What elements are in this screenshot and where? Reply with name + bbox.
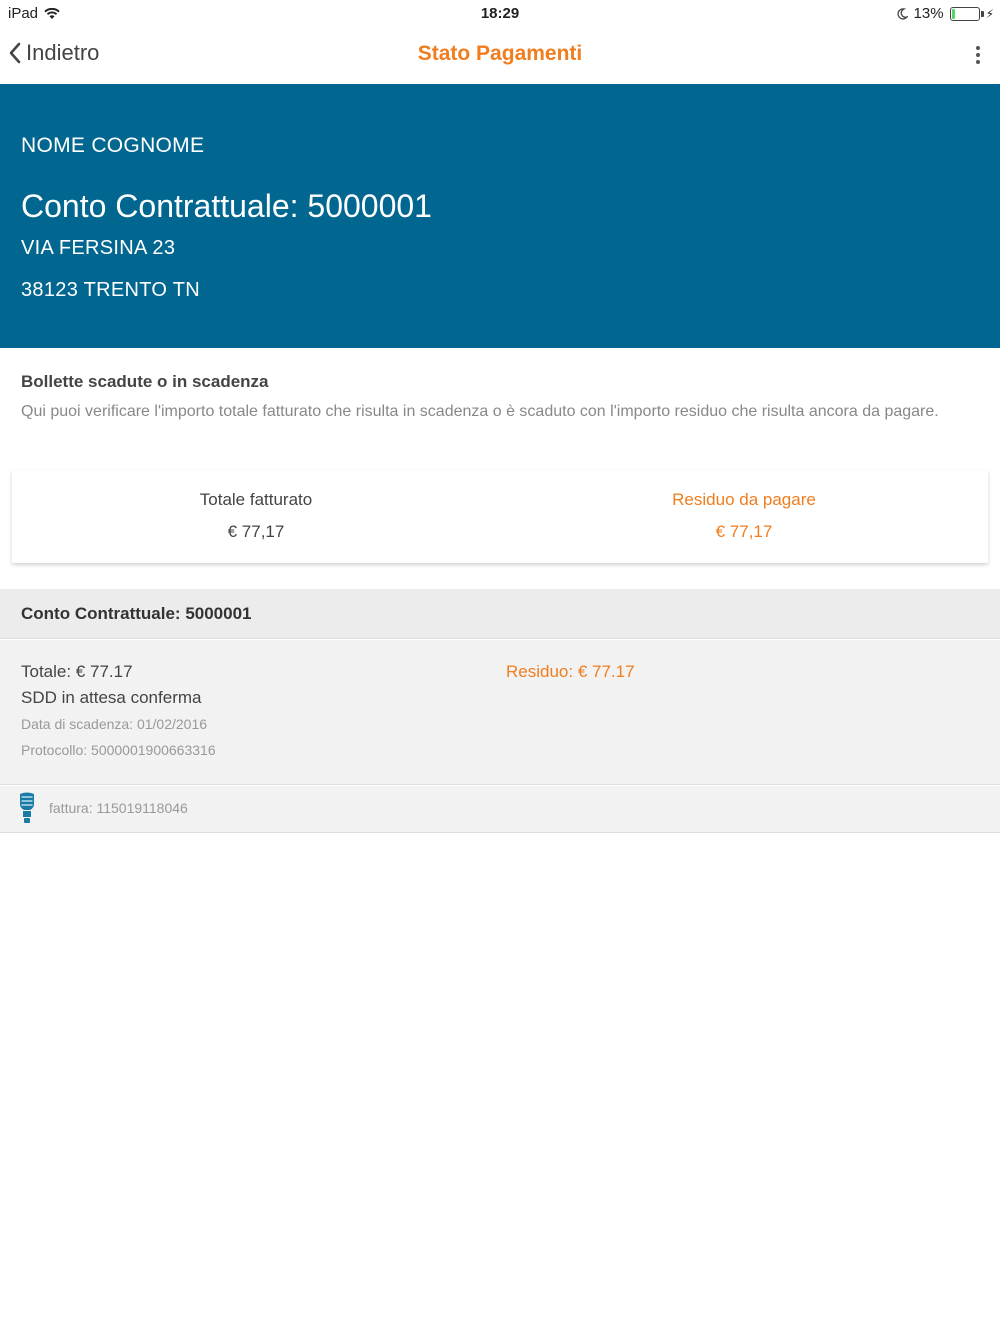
back-label: Indietro — [26, 40, 100, 65]
charging-icon: ⚡ — [985, 6, 994, 21]
invoice-number: fattura: 115019118046 — [49, 800, 188, 816]
section-description: Qui puoi verificare l'importo totale fatturato che risulta in scadenza o è scaduto con l'importo residuo che risulta ancora da pagare. — [21, 403, 939, 420]
account-section-header — [0, 589, 1000, 639]
invoice-total: Totale: € 77.17 — [21, 662, 133, 681]
dot-icon — [976, 46, 980, 50]
residual-value: € 77,17 — [715, 522, 773, 541]
dot-icon — [976, 53, 980, 57]
invoice-item[interactable] — [0, 640, 1000, 785]
battery-percent: 13% — [913, 5, 944, 22]
holder-name: NOME COGNOME — [21, 134, 205, 157]
nav-bar — [0, 28, 1000, 84]
residual-to-pay — [500, 490, 988, 542]
device-name: iPad — [8, 5, 39, 22]
total-billed-label: Totale fatturato — [199, 490, 313, 509]
dot-icon — [976, 60, 980, 64]
moon-icon — [897, 8, 908, 20]
address-street: VIA FERSINA 23 — [21, 237, 176, 259]
section-title: Bollette scadute o in scadenza — [21, 372, 269, 391]
account-section-title: Conto Contrattuale: 5000001 — [21, 604, 252, 623]
residual-label: Residuo da pagare — [672, 490, 816, 509]
status-bar — [0, 0, 1000, 28]
clock: 18:29 — [480, 5, 520, 22]
address-city: 38123 TRENTO TN — [21, 279, 201, 301]
account-title: Conto Contrattuale: 5000001 — [21, 188, 432, 224]
summary-card — [12, 470, 988, 563]
status-right — [897, 5, 994, 22]
page-title: Stato Pagamenti — [417, 42, 583, 65]
invoice-link[interactable] — [0, 786, 1000, 833]
invoice-residual: Residuo: € 77.17 — [506, 662, 635, 681]
invoice-due-date: Data di scadenza: 01/02/2016 — [21, 716, 208, 732]
total-billed — [12, 490, 500, 542]
lightbulb-icon — [17, 792, 37, 826]
invoice-status: SDD in attesa conferma — [21, 688, 202, 707]
battery-icon — [950, 7, 980, 21]
more-options-button[interactable] — [968, 42, 988, 68]
total-billed-value: € 77,17 — [227, 522, 285, 541]
account-header — [0, 84, 1000, 348]
invoice-protocol: Protocollo: 5000001900663316 — [21, 742, 216, 758]
battery-fill — [952, 9, 956, 19]
